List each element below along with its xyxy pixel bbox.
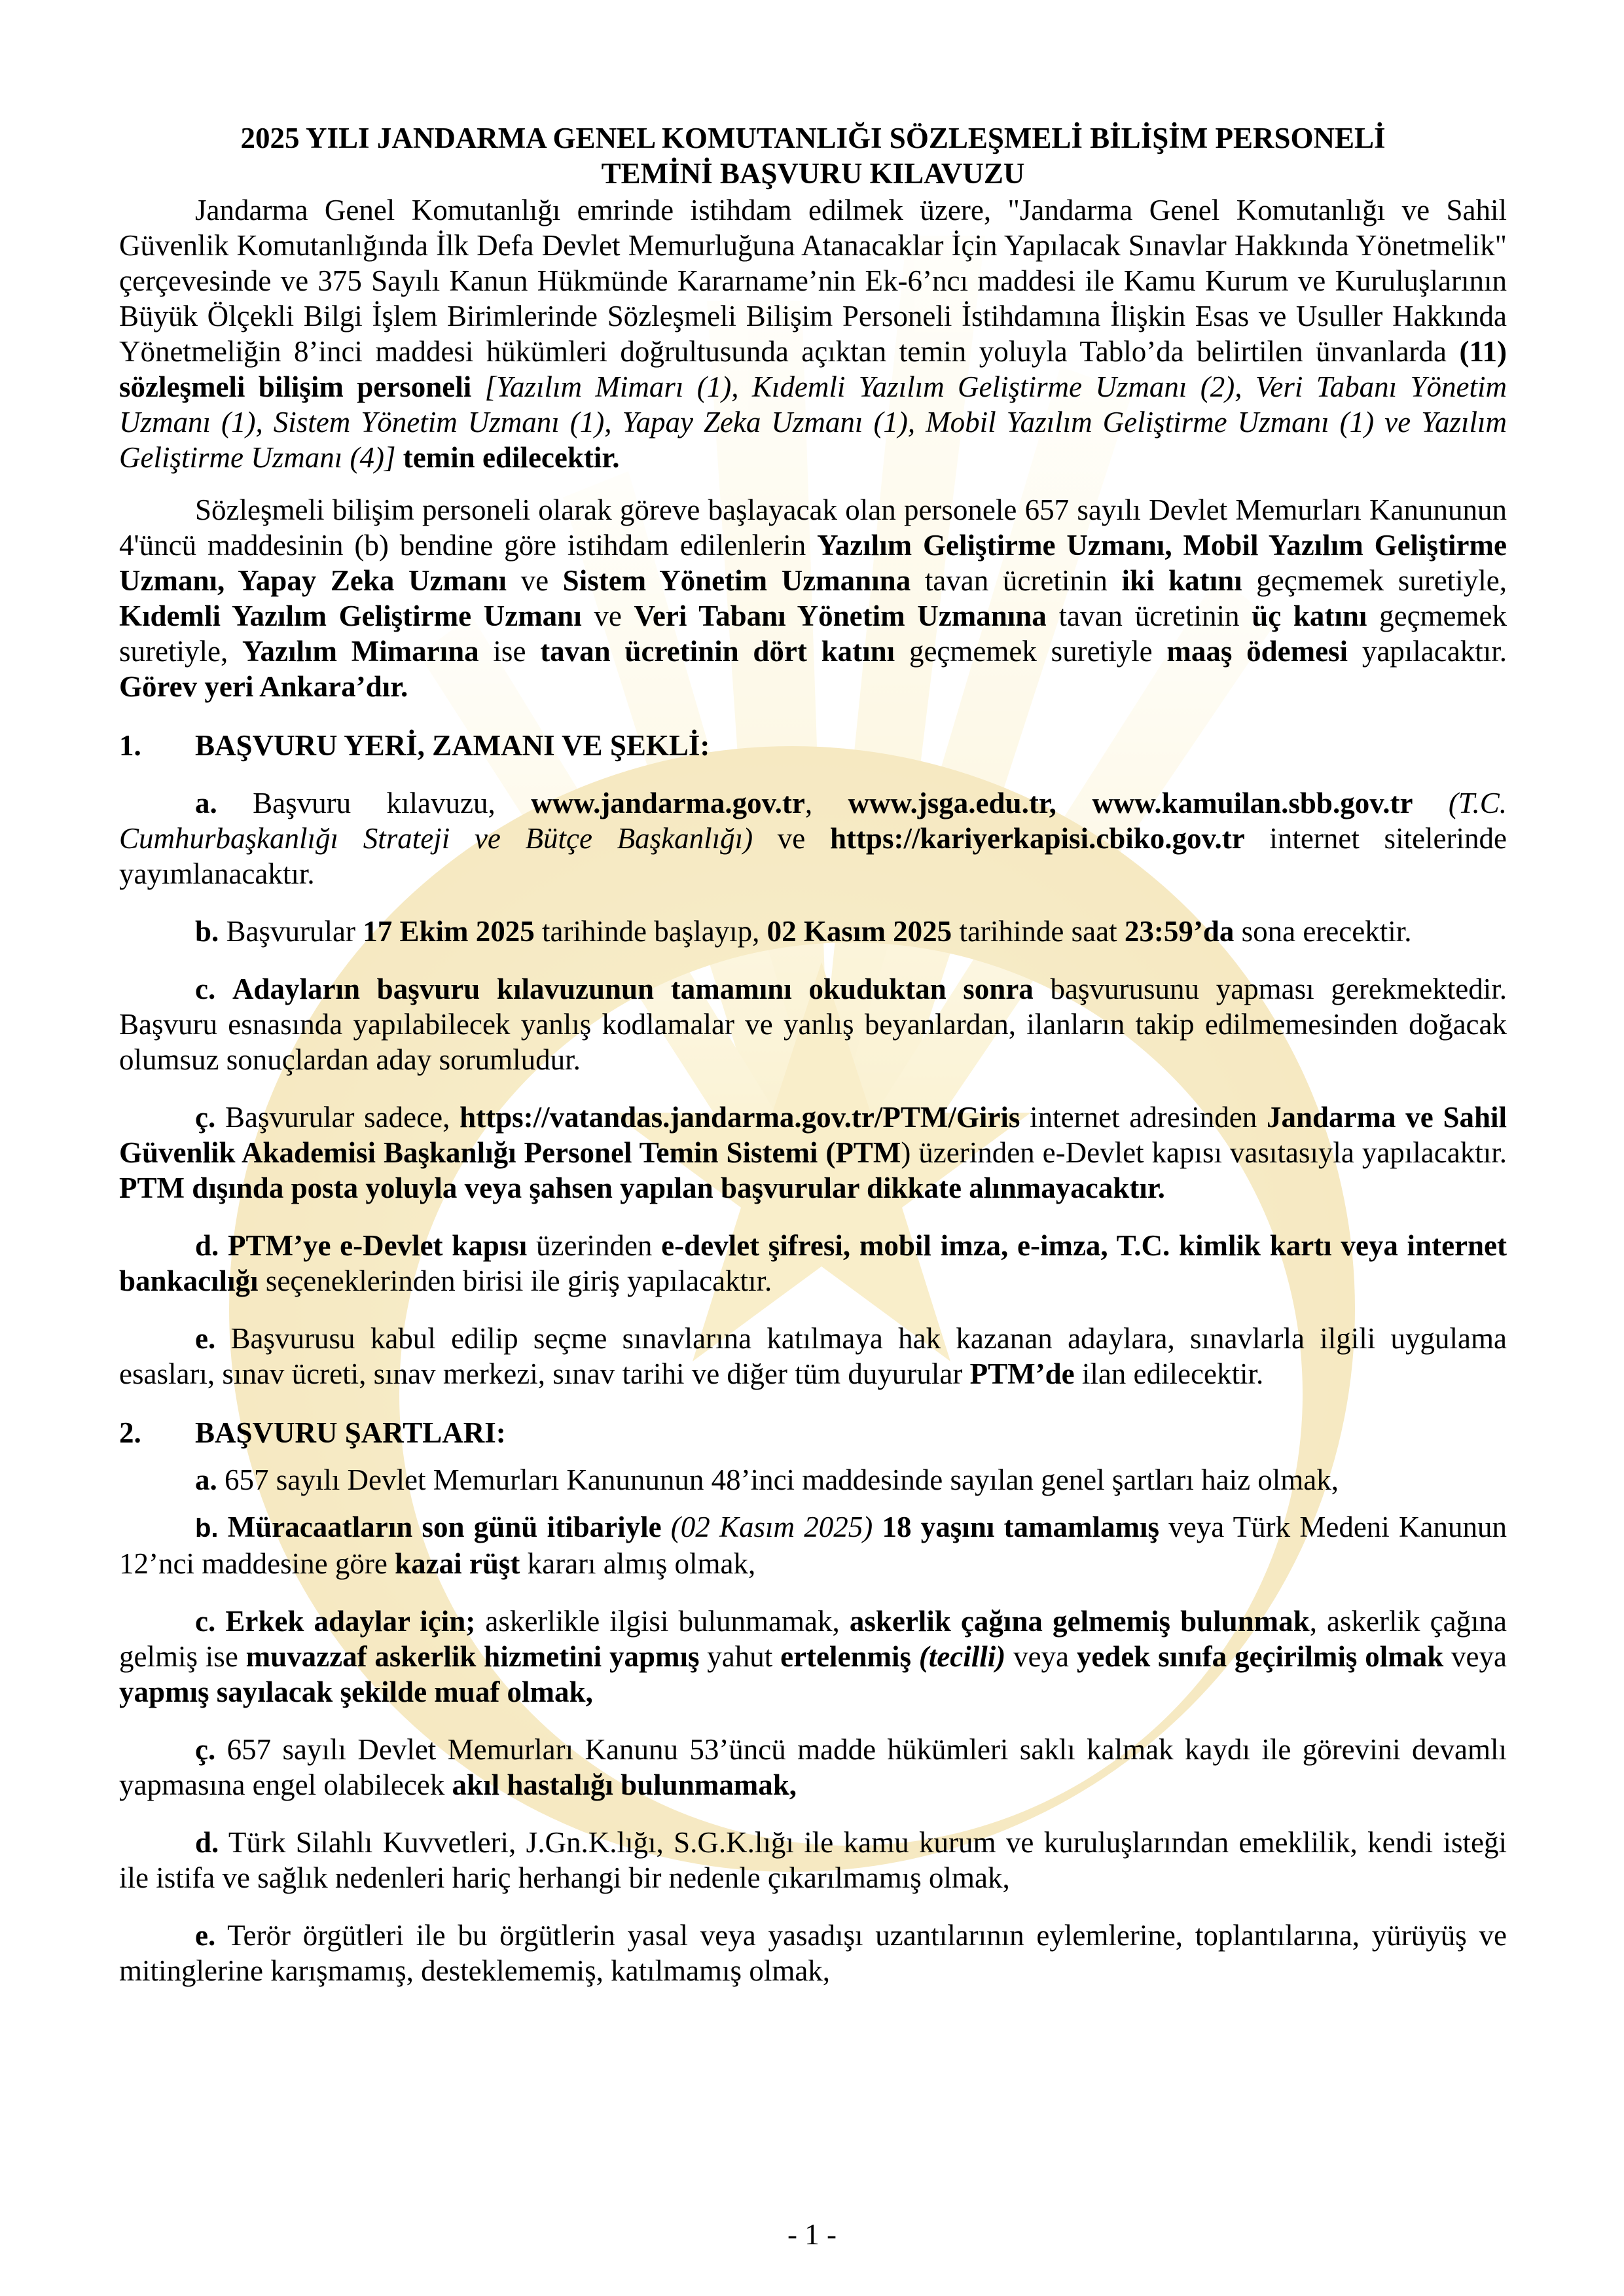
list-item (119, 1321, 1507, 1391)
section-number: 2. (119, 1416, 141, 1449)
text-run: internet adresinden (1020, 1101, 1267, 1134)
text-run: ve (581, 600, 634, 632)
section-heading-text: BAŞVURU YERİ, ZAMANI VE ŞEKLİ: (195, 729, 710, 762)
bold-text: https://kariyerkapisi.cbiko.gov.tr (829, 822, 1245, 855)
bold-text: 17 Ekim 2025 (363, 915, 535, 948)
text-run: Başvuru kılavuzu, (217, 787, 532, 819)
bold-text: Adayların başvuru kılavuzunun tamamını okuduktan sonra (232, 973, 1034, 1005)
bold-text: www.jsga.edu.tr, (848, 787, 1056, 819)
text-run: 657 sayılı Devlet Memurları Kanunu 53’üncü madde hükümleri saklı kalmak kaydı ile görevini devamlı yapmasına engel olabilecek (119, 1733, 1507, 1801)
bold-text: (11) sözleşmeli bilişim personeli (119, 335, 1507, 403)
list-item-marker: d. (195, 1826, 219, 1859)
italic-text: (02 Kasım 2025) (670, 1511, 873, 1543)
text-run: , askerlik çağına gelmiş ise (119, 1605, 1507, 1673)
text-run: ) üzerinden e-Devlet kapısı vasıtasıyla yapılacaktır. (901, 1136, 1507, 1169)
bold-text: akıl hastalığı bulunmamak, (452, 1768, 797, 1801)
bold-text: muvazzaf askerlik hizmetini yapmış (245, 1640, 700, 1673)
list-item (119, 1918, 1507, 1988)
bold-text: www.kamuilan.sbb.gov.tr (1092, 787, 1413, 819)
text-run: Türk Silahlı Kuvvetleri, J.Gn.K.lığı, S.G.K.lığı ile kamu kurum ve kuruluşlarından emeklilik, kendi isteği ile istifa ve sağlık nedenleri hariç herhangi bir nedenle çıkarılmamış olmak, (119, 1826, 1507, 1894)
bold-text: kazai rüşt (395, 1547, 520, 1580)
text-run: başvurusunu yapması gerekmektedir. Başvuru esnasında yapılabilecek yanlış kodlamalar ve yanlış beyanlardan, ilanların takip edilmemesinden doğacak olumsuz sonuçlardan aday sorumludur. (119, 973, 1507, 1076)
text-run: yapılacaktır. (1348, 635, 1507, 668)
italic-text: (T.C. Cumhurbaşkanlığı Strateji ve Bütçe Başkanlığı) (119, 787, 1507, 855)
text-run: ise (478, 635, 541, 668)
text-run: ve (506, 564, 563, 597)
list-item-marker: c. (195, 973, 216, 1005)
bold-text: temin edilecektir. (403, 441, 620, 474)
bold-text: Sistem Yönetim Uzmanına (562, 564, 911, 597)
document-title-line-2: TEMİNİ BAŞVURU KILAVUZU (601, 157, 1025, 190)
italic-text: [Yazılım Mimarı (1), Kıdemli Yazılım Geliştirme Uzmanı (2), Veri Tabanı Yönetim Uzmanı (1), Sistem Yönetim Uzmanı (1), Yapay Zeka Uzmanı (1), Mobil Yazılım Geliştirme Uzmanı (1) ve Yazılım Geliştirme Uzmanı (4)] (119, 370, 1507, 474)
bold-text: 23:59’da (1124, 915, 1235, 948)
text-run: geçmemek suretiyle, (1242, 564, 1507, 597)
bold-text: Erkek adaylar için; (225, 1605, 476, 1638)
text-run (1413, 787, 1448, 819)
bold-text: e-devlet şifresi, mobil imza, e-imza, T.C. kimlik kartı veya internet bankacılığı (119, 1229, 1507, 1297)
bold-text: 02 Kasım 2025 (767, 915, 952, 948)
bold-text: yedek sınıfa geçirilmiş olmak (1076, 1640, 1444, 1673)
list-item (119, 1732, 1507, 1803)
text-run (215, 973, 232, 1005)
list-item-marker: a. (195, 1463, 217, 1496)
text-run: Terör örgütleri ile bu örgütlerin yasal veya yasadışı uzantılarının eylemlerine, toplantılarına, yürüyüş ve mitinglerine karışmamış, desteklememiş, katılmamış olmak, (119, 1919, 1507, 1987)
document-sections (119, 728, 1507, 1988)
text-run (215, 1605, 225, 1638)
text-run: tarihinde başlayıp, (534, 915, 767, 948)
text-run (662, 1511, 671, 1543)
bold-text: https://vatandas.jandarma.gov.tr/PTM/Giris (460, 1101, 1020, 1134)
list-item-marker: ç. (195, 1733, 216, 1766)
section-number: 1. (119, 729, 141, 762)
text-run: veya (1443, 1640, 1507, 1673)
text-run: geçmemek suretiyle (895, 635, 1167, 668)
text-run: internet sitelerinde yayımlanacaktır. (119, 822, 1507, 890)
section-heading (119, 728, 1507, 763)
text-run: kararı almış olmak, (520, 1547, 756, 1580)
bold-text: 18 yaşını tamamlamış (882, 1511, 1160, 1543)
text-run: geçmemek suretiyle, (119, 600, 1507, 668)
text-run: yahut (699, 1640, 781, 1673)
list-item-marker: ç. (195, 1101, 216, 1134)
list-item (119, 1509, 1507, 1581)
text-run: Jandarma Genel Komutanlığı emrinde istihdam edilmek üzere, "Jandarma Genel Komutanlığı ve Sahil Güvenlik Komutanlığında İlk Defa Devlet Memurluğuna Atanacaklar İçin Yapılacak Sınavlar Hakkında Yönetmelik" çerçevesinde ve 375 Sayılı Kanun Hükmünde Kararname’nin Ek-6’ncı maddesi ile Kamu Kurum ve Kuruluşlarının Büyük Ölçekli Bilgi İşlem Birimlerinde Sözleşmeli Bilişim Personeli İstihdamına İlişkin Esas ve Usuller Hakkında Yönetmeliğin 8’inci maddesi hükümleri doğrultusunda açıktan temin yoluyla Tablo’da belirtilen ünvanlarda (119, 194, 1507, 368)
bold-text: www.jandarma.gov.tr (531, 787, 805, 819)
text-run: veya Türk Medeni Kanunun 12’nci maddesine göre (119, 1511, 1507, 1580)
document-title (119, 120, 1507, 191)
text-run: tavan ücretinin (1046, 600, 1252, 632)
document-page (119, 120, 1507, 1988)
document-title-line-1: 2025 YILI JANDARMA GENEL KOMUTANLIĞI SÖZLEŞMELİ BİLİŞİM PERSONELİ (240, 122, 1386, 154)
text-run (873, 1511, 882, 1543)
intro-paragraph (119, 492, 1507, 704)
text-run: ve (753, 822, 830, 855)
bold-text: PTM’ye e-Devlet kapısı (228, 1229, 528, 1262)
bold-text: iki katını (1121, 564, 1242, 597)
text-run: Başvurular (219, 915, 363, 948)
text-run: Sözleşmeli bilişim personeli olarak göreve başlayacak olan personele 657 sayılı Devlet Memurları Kanununun 4'üncü maddesinin (b) bendine göre istihdam edilenlerin (119, 493, 1507, 562)
text-run: , (804, 787, 848, 819)
list-item-marker: b. (195, 915, 219, 948)
section-heading-text: BAŞVURU ŞARTLARI: (195, 1416, 506, 1449)
text-run (219, 1229, 228, 1262)
intro-paragraphs (119, 192, 1507, 704)
bold-text: üç katını (1252, 600, 1367, 632)
bold-text: ertelenmiş (780, 1640, 912, 1673)
page-number: - 1 - (787, 2218, 837, 2251)
text-run (471, 370, 484, 403)
text-run: tarihinde saat (952, 915, 1125, 948)
list-item (119, 971, 1507, 1077)
list-item (119, 1228, 1507, 1299)
text-run: sona erecektir. (1234, 915, 1412, 948)
list-item (119, 785, 1507, 891)
list-item-marker: a. (195, 787, 217, 819)
bold-italic-text: (tecilli) (918, 1640, 1006, 1673)
bold-text: PTM dışında posta yoluyla veya şahsen yapılan başvurular dikkate alınmayacaktır. (119, 1172, 1165, 1204)
text-run: seçeneklerinden birisi ile giriş yapılacaktır. (258, 1265, 772, 1297)
bold-text: Müracaatların son günü itibariyle (227, 1511, 662, 1543)
text-run: tavan ücretinin (911, 564, 1122, 597)
list-item-marker: d. (195, 1229, 219, 1262)
text-run (395, 441, 403, 474)
list-item-marker: e. (195, 1322, 216, 1355)
section-heading (119, 1415, 1507, 1450)
list-item-marker: c. (195, 1605, 216, 1638)
list-item (119, 1100, 1507, 1206)
text-run (219, 1511, 228, 1543)
list-item (119, 1825, 1507, 1895)
bold-text: Yazılım Geliştirme Uzmanı, Mobil Yazılım Geliştirme Uzmanı, Yapay Zeka Uzmanı (119, 529, 1507, 597)
text-run: ilan edilecektir. (1074, 1357, 1264, 1390)
bold-text: Kıdemli Yazılım Geliştirme Uzmanı (119, 600, 582, 632)
bold-text: tavan ücretinin dört katını (540, 635, 895, 668)
bold-text: askerlik çağına gelmemiş bulunmak (849, 1605, 1310, 1638)
text-run: Başvurular sadece, (215, 1101, 460, 1134)
text-run: üzerinden (527, 1229, 662, 1262)
list-item (119, 1604, 1507, 1710)
bold-text: Veri Tabanı Yönetim Uzmanına (634, 600, 1047, 632)
text-run: Başvurusu kabul edilip seçme sınavlarına katılmaya hak kazanan adaylara, sınavlarla ilgili uygulama esasları, sınav ücreti, sınav merkezi, sınav tarihi ve diğer tüm duyurular (119, 1322, 1507, 1390)
bold-text: maaş ödemesi (1166, 635, 1348, 668)
list-item-marker: b. (195, 1514, 219, 1543)
bold-text: yapmış sayılacak şekilde muaf olmak, (119, 1676, 593, 1708)
text-run (911, 1640, 919, 1673)
list-item (119, 914, 1507, 949)
list-item (119, 1462, 1507, 1498)
text-run: askerlikle ilgisi bulunmamak, (475, 1605, 850, 1638)
list-item-marker: e. (195, 1919, 216, 1952)
bold-text: Yazılım Mimarına (242, 635, 479, 668)
bold-text: Jandarma ve Sahil Güvenlik Akademisi Başkanlığı Personel Temin Sistemi (PTM (119, 1101, 1507, 1169)
text-run: veya (1005, 1640, 1077, 1673)
text-run: 657 sayılı Devlet Memurları Kanununun 48’inci maddesinde sayılan genel şartları haiz olmak, (217, 1463, 1339, 1496)
intro-paragraph (119, 192, 1507, 475)
bold-text: PTM’de (969, 1357, 1075, 1390)
text-run (1056, 787, 1092, 819)
bold-text: Görev yeri Ankara’dır. (119, 670, 408, 703)
